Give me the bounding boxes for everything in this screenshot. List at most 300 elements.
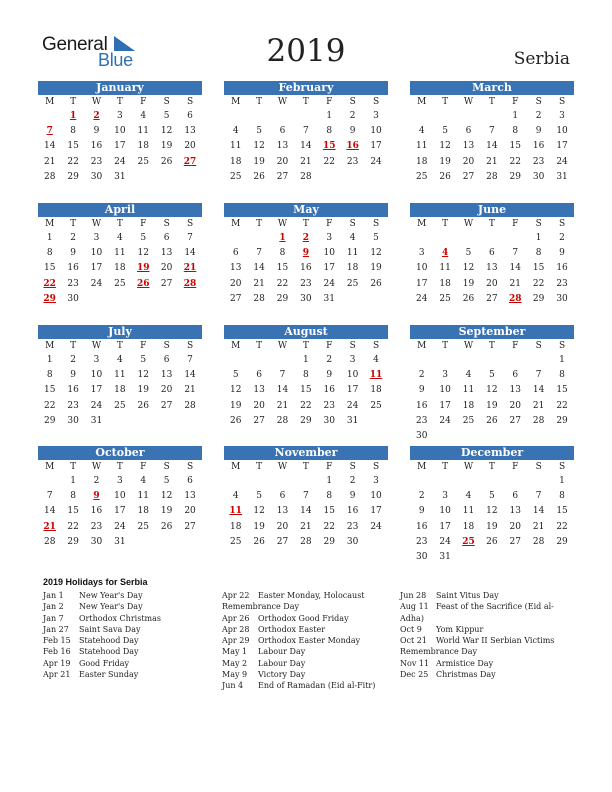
day-cell: 28 (43, 171, 56, 182)
day-cell: 10 (439, 385, 451, 396)
weekday-label: T (70, 462, 77, 472)
logo-blue-text: Blue (98, 50, 133, 70)
day-cell: 25 (346, 278, 359, 289)
day-cell: 24 (439, 536, 451, 547)
holiday-column (222, 590, 388, 692)
empty-day-cell (457, 109, 480, 124)
day-cell: 13 (486, 263, 498, 274)
day-cell: 23 (323, 400, 335, 411)
holiday-day-cell: 9 (93, 491, 100, 502)
weekday-label: T (256, 219, 263, 229)
day-cell: 4 (232, 126, 239, 137)
day-cell: 16 (323, 385, 335, 396)
month-october (38, 446, 202, 550)
weekday-label: T (488, 97, 495, 107)
day-cell: 4 (465, 491, 472, 502)
day-cell: 21 (532, 521, 545, 532)
day-cell: 12 (486, 385, 498, 396)
weekday-label: S (163, 341, 170, 351)
day-cell: 1 (46, 355, 53, 365)
day-cell: 9 (349, 491, 356, 502)
day-cell: 21 (509, 278, 521, 289)
holiday-date: Jan 1 (43, 591, 64, 600)
day-cell: 7 (46, 491, 53, 502)
day-cell: 11 (114, 370, 126, 381)
day-cell: 26 (462, 293, 475, 304)
holiday-entry (222, 635, 388, 646)
day-cell: 22 (67, 521, 79, 532)
day-cell: 1 (303, 355, 309, 365)
day-cell: 18 (370, 385, 382, 396)
day-cell: 2 (418, 370, 425, 381)
day-cell: 13 (160, 370, 173, 381)
day-cell: 20 (486, 278, 498, 289)
holiday-column (43, 590, 209, 680)
weekday-label: S (186, 341, 194, 351)
holiday-entry (400, 658, 566, 669)
day-cell: 17 (90, 263, 103, 274)
empty-day-cell (480, 109, 503, 124)
month-header: September (410, 325, 574, 339)
day-cell: 4 (117, 355, 123, 365)
day-cell: 4 (349, 233, 356, 243)
weekday-label: T (302, 341, 309, 351)
day-cell: 29 (67, 536, 79, 547)
day-cell: 16 (67, 263, 79, 274)
day-cell: 24 (90, 400, 103, 411)
holiday-entry (43, 658, 209, 669)
empty-day-cell (294, 109, 317, 124)
day-cell: 17 (415, 278, 428, 289)
month-grid (410, 339, 574, 444)
day-cell: 7 (303, 126, 309, 137)
day-cell: 6 (187, 476, 193, 486)
holiday-day-cell: 22 (43, 278, 56, 289)
day-cell: 10 (556, 126, 568, 137)
day-cell: 28 (300, 536, 312, 547)
holiday-entry (222, 624, 388, 635)
holiday-name: New Year's Day (79, 602, 143, 612)
day-cell: 25 (370, 400, 382, 411)
holiday-day-cell: 16 (346, 141, 359, 152)
day-cell: 11 (439, 263, 451, 274)
day-cell: 6 (163, 355, 170, 365)
day-cell: 12 (462, 263, 475, 274)
day-cell: 30 (90, 171, 103, 182)
day-cell: 25 (137, 156, 149, 167)
day-cell: 29 (532, 293, 545, 304)
day-cell: 2 (559, 233, 565, 243)
day-cell: 22 (509, 156, 521, 167)
day-cell: 23 (346, 156, 359, 167)
day-cell: 6 (232, 248, 239, 259)
month-header: March (410, 81, 574, 95)
day-cell: 22 (532, 278, 545, 289)
weekday-label: W (463, 97, 474, 107)
day-cell: 19 (160, 141, 173, 152)
day-cell: 3 (117, 111, 123, 121)
weekday-label: F (140, 341, 147, 351)
holiday-date: Jan 2 (43, 602, 64, 612)
day-cell: 14 (486, 141, 498, 152)
holiday-date: Jun 4 (222, 681, 244, 691)
day-cell: 21 (486, 156, 498, 167)
month-july (38, 325, 202, 429)
country-name: Serbia (513, 49, 570, 69)
day-cell: 13 (509, 385, 521, 396)
month-header: February (224, 81, 388, 95)
day-cell: 12 (160, 491, 173, 502)
day-cell: 9 (559, 248, 565, 259)
weekday-label: S (535, 97, 542, 107)
day-cell: 7 (303, 491, 309, 502)
holiday-day-cell: 2 (302, 233, 309, 243)
day-cell: 23 (556, 278, 568, 289)
weekday-label: M (417, 97, 427, 107)
day-cell: 20 (509, 521, 521, 532)
day-cell: 14 (43, 506, 56, 517)
day-cell: 10 (323, 248, 335, 259)
day-cell: 19 (137, 385, 149, 396)
holiday-date: May 1 (222, 647, 248, 657)
day-cell: 14 (184, 248, 196, 259)
day-cell: 26 (137, 400, 149, 411)
day-cell: 6 (187, 111, 193, 121)
day-cell: 29 (300, 415, 312, 426)
day-cell: 7 (256, 248, 262, 259)
day-cell: 1 (559, 476, 565, 486)
holiday-name: Armistice Day (436, 658, 494, 668)
day-cell: 25 (462, 415, 475, 426)
day-cell: 5 (489, 491, 495, 502)
day-cell: 29 (556, 415, 568, 426)
weekday-label: T (116, 341, 123, 351)
day-cell: 24 (370, 521, 382, 532)
holiday-date: Jan 7 (43, 613, 64, 623)
day-cell: 13 (276, 506, 289, 517)
month-grid (224, 95, 388, 185)
weekday-label: S (372, 462, 380, 472)
day-cell: 1 (326, 111, 333, 121)
day-cell: 17 (439, 400, 451, 411)
weekday-label: T (442, 341, 449, 351)
weekday-label: M (231, 97, 241, 107)
day-cell: 9 (326, 370, 333, 381)
day-cell: 29 (556, 536, 568, 547)
day-cell: 15 (556, 385, 568, 396)
empty-day-cell (504, 353, 527, 368)
weekday-label: T (488, 219, 495, 229)
weekday-label: F (140, 462, 147, 472)
weekday-label: F (140, 97, 147, 107)
day-cell: 1 (70, 476, 76, 486)
weekday-label: W (463, 462, 474, 472)
holiday-name: Statehood Day (79, 636, 139, 646)
holiday-day-cell: 25 (462, 536, 475, 547)
day-cell: 15 (323, 506, 335, 517)
holiday-day-cell: 7 (46, 126, 53, 137)
day-cell: 6 (279, 126, 286, 137)
day-cell: 17 (114, 506, 126, 517)
day-cell: 23 (415, 415, 428, 426)
day-cell: 27 (253, 415, 265, 426)
day-cell: 16 (67, 385, 79, 396)
day-cell: 28 (532, 415, 545, 426)
month-grid (410, 95, 574, 185)
day-cell: 16 (346, 506, 359, 517)
month-header: July (38, 325, 202, 339)
holiday-entry (43, 590, 209, 601)
weekday-label: S (163, 219, 170, 229)
holiday-name-continued: Remembrance Day (222, 602, 299, 612)
day-cell: 22 (300, 400, 312, 411)
weekday-label: M (231, 462, 241, 472)
day-cell: 18 (229, 521, 242, 532)
holiday-day-cell: 21 (183, 263, 197, 274)
day-cell: 20 (160, 385, 173, 396)
weekday-label: S (349, 97, 356, 107)
weekday-label: W (91, 97, 102, 107)
holiday-date: Apr 22 (222, 591, 250, 600)
month-header: October (38, 446, 202, 460)
day-cell: 12 (137, 370, 149, 381)
day-cell: 11 (137, 491, 149, 502)
holiday-date: Aug 11 (400, 602, 429, 612)
day-cell: 7 (535, 370, 542, 381)
holiday-date: May 2 (222, 658, 248, 668)
weekday-label: W (91, 462, 102, 472)
day-cell: 14 (253, 263, 265, 274)
day-cell: 27 (509, 415, 521, 426)
day-cell: 8 (559, 491, 565, 502)
holiday-date: Jun 28 (400, 591, 427, 600)
empty-day-cell (504, 231, 527, 246)
day-cell: 5 (163, 476, 170, 486)
day-cell: 6 (279, 491, 286, 502)
month-header: May (224, 203, 388, 217)
day-cell: 12 (253, 141, 265, 152)
holiday-entry (222, 680, 388, 691)
day-cell: 18 (114, 385, 126, 396)
day-cell: 20 (184, 506, 196, 517)
day-cell: 19 (462, 278, 475, 289)
day-cell: 14 (509, 263, 521, 274)
day-cell: 16 (300, 263, 312, 274)
day-cell: 11 (114, 248, 126, 259)
weekday-label: W (463, 341, 474, 351)
weekday-label: M (417, 219, 427, 229)
day-cell: 24 (556, 156, 568, 167)
day-cell: 14 (300, 141, 312, 152)
empty-day-cell (224, 109, 247, 124)
day-cell: 31 (556, 171, 568, 182)
day-cell: 7 (489, 126, 495, 137)
holiday-name: Orthodox Good Friday (258, 613, 349, 623)
day-cell: 25 (229, 171, 242, 182)
weekday-label: S (558, 341, 566, 351)
holiday-name: Feast of the Sacrifice (Eid al- (436, 602, 554, 612)
day-cell: 13 (253, 385, 265, 396)
day-cell: 23 (532, 156, 545, 167)
holiday-date: May 9 (222, 670, 248, 680)
holiday-day-cell: 27 (183, 156, 197, 167)
empty-day-cell (224, 231, 247, 246)
empty-day-cell (247, 109, 270, 124)
holiday-entry (400, 669, 566, 680)
day-cell: 1 (326, 476, 333, 486)
day-cell: 29 (509, 171, 521, 182)
weekday-label: W (91, 219, 102, 229)
weekday-label: T (302, 462, 309, 472)
empty-day-cell (433, 353, 456, 368)
holiday-day-cell: 4 (441, 248, 449, 259)
day-cell: 20 (276, 521, 289, 532)
weekday-label: S (349, 219, 356, 229)
empty-day-cell (38, 109, 61, 124)
day-cell: 28 (532, 536, 545, 547)
day-cell: 24 (323, 278, 335, 289)
day-cell: 26 (253, 171, 265, 182)
month-grid (410, 217, 574, 307)
day-cell: 28 (184, 400, 196, 411)
day-cell: 31 (346, 415, 359, 426)
holiday-day-cell: 11 (229, 506, 242, 517)
day-cell: 27 (462, 171, 475, 182)
weekday-label: T (116, 462, 123, 472)
day-cell: 2 (93, 476, 100, 486)
day-cell: 4 (140, 111, 147, 121)
month-grid (38, 95, 202, 185)
weekday-label: W (277, 97, 288, 107)
day-cell: 25 (114, 278, 126, 289)
holiday-entry (222, 613, 388, 624)
day-cell: 4 (373, 355, 379, 365)
day-cell: 19 (229, 400, 242, 411)
day-cell: 21 (300, 156, 312, 167)
day-cell: 27 (160, 400, 173, 411)
empty-day-cell (410, 353, 433, 368)
holiday-date: Feb 16 (43, 647, 71, 657)
day-cell: 16 (415, 400, 428, 411)
day-cell: 15 (43, 385, 56, 396)
weekday-label: T (488, 462, 495, 472)
empty-day-cell (480, 353, 503, 368)
month-grid (38, 217, 202, 307)
day-cell: 26 (160, 156, 173, 167)
holiday-day-cell: 28 (508, 293, 522, 304)
weekday-label: T (70, 219, 77, 229)
day-cell: 15 (532, 263, 545, 274)
day-cell: 9 (535, 126, 542, 137)
holiday-entry (222, 669, 388, 680)
empty-day-cell (247, 353, 270, 368)
day-cell: 21 (300, 521, 312, 532)
day-cell: 2 (418, 491, 425, 502)
day-cell: 23 (67, 278, 79, 289)
holiday-entry (400, 624, 566, 635)
holiday-date: Apr 26 (222, 613, 250, 623)
day-cell: 4 (140, 476, 147, 486)
day-cell: 16 (556, 263, 568, 274)
weekday-label: M (231, 341, 241, 351)
day-cell: 24 (439, 415, 451, 426)
day-cell: 17 (556, 141, 568, 152)
day-cell: 30 (323, 415, 335, 426)
weekday-label: T (442, 219, 449, 229)
day-cell: 15 (67, 506, 79, 517)
day-cell: 2 (326, 355, 333, 365)
weekday-label: S (372, 219, 380, 229)
day-cell: 10 (370, 126, 382, 137)
weekday-label: T (116, 219, 123, 229)
holiday-day-cell: 29 (43, 293, 56, 304)
holiday-date: Oct 21 (400, 636, 427, 646)
day-cell: 2 (70, 355, 76, 365)
day-cell: 16 (415, 521, 428, 532)
day-cell: 10 (114, 491, 126, 502)
day-cell: 1 (46, 233, 53, 243)
empty-day-cell (480, 231, 503, 246)
day-cell: 16 (90, 141, 103, 152)
holiday-name: Easter Sunday (79, 670, 139, 680)
day-cell: 27 (160, 278, 173, 289)
weekday-label: F (512, 462, 519, 472)
day-cell: 10 (114, 126, 126, 137)
day-cell: 12 (439, 141, 451, 152)
day-cell: 5 (163, 111, 170, 121)
holiday-day-cell: 21 (43, 521, 56, 532)
weekday-label: M (45, 97, 55, 107)
day-cell: 31 (114, 536, 126, 547)
day-cell: 14 (300, 506, 312, 517)
weekday-label: T (116, 97, 123, 107)
weekday-label: F (326, 341, 333, 351)
holiday-day-cell: 11 (369, 370, 383, 381)
day-cell: 14 (184, 370, 196, 381)
day-cell: 18 (439, 278, 451, 289)
logo-general-text: General (42, 34, 108, 55)
day-cell: 12 (486, 506, 498, 517)
day-cell: 13 (276, 141, 289, 152)
holiday-name-continued: Remembrance Day (400, 647, 477, 657)
weekday-label: T (256, 97, 263, 107)
day-cell: 3 (349, 355, 356, 365)
holiday-date: Oct 9 (400, 624, 422, 634)
day-cell: 12 (370, 248, 382, 259)
day-cell: 19 (370, 263, 382, 274)
month-header: January (38, 81, 202, 95)
day-cell: 20 (509, 400, 521, 411)
holiday-entry (400, 635, 566, 646)
day-cell: 4 (232, 491, 239, 502)
holiday-date: Apr 29 (222, 636, 250, 646)
day-cell: 21 (532, 400, 545, 411)
holiday-date: Dec 25 (400, 670, 429, 680)
day-cell: 6 (465, 126, 472, 137)
weekday-label: M (45, 462, 55, 472)
day-cell: 8 (326, 126, 333, 137)
day-cell: 29 (276, 293, 289, 304)
day-cell: 9 (70, 248, 76, 259)
day-cell: 8 (559, 370, 565, 381)
holiday-name: Christmas Day (436, 670, 496, 680)
day-cell: 30 (346, 536, 359, 547)
holiday-date: Jan 27 (43, 624, 69, 634)
weekday-label: S (558, 462, 566, 472)
day-cell: 22 (323, 156, 335, 167)
day-cell: 10 (90, 370, 103, 381)
holiday-name: Labour Day (258, 647, 306, 657)
